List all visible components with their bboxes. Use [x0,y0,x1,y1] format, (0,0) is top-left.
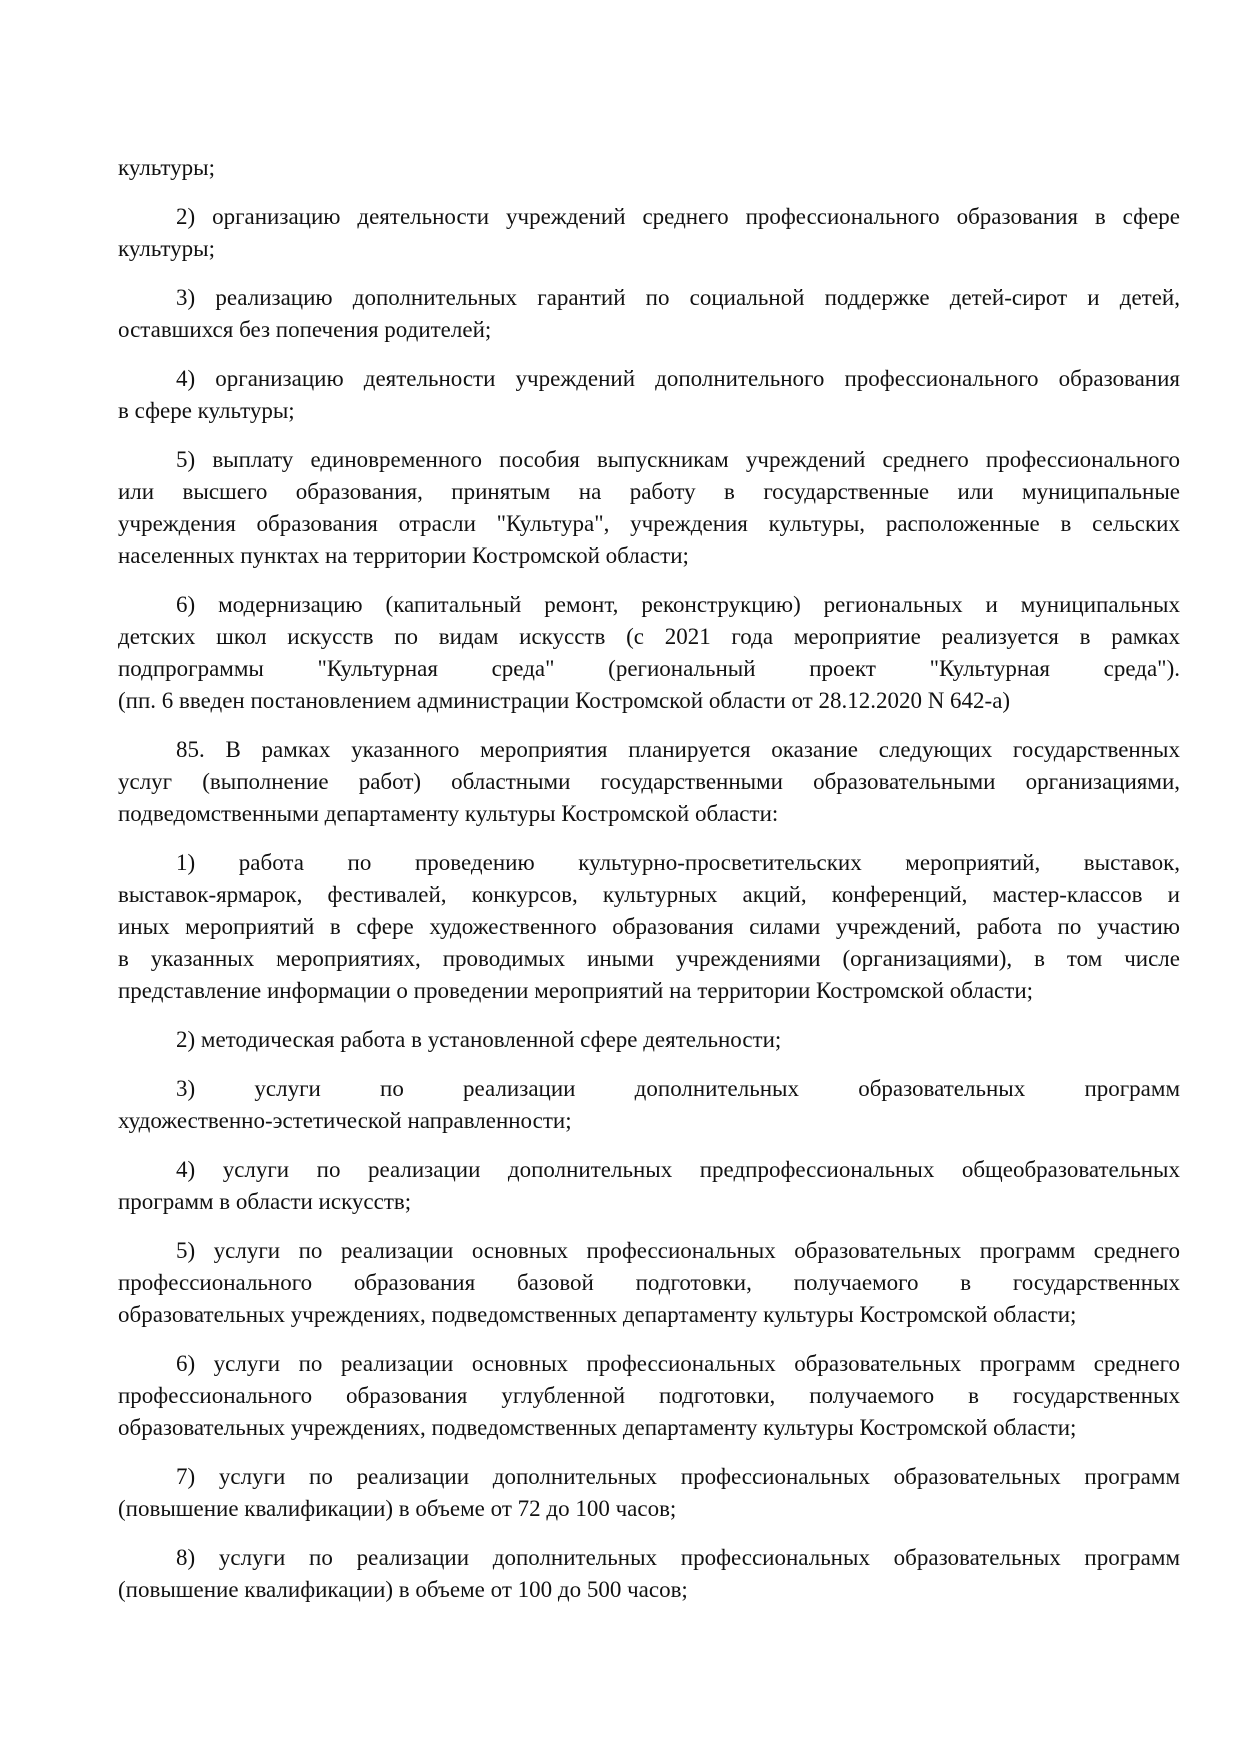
text-line: выставок-ярмарок, фестивалей, конкурсов, культурных акций, конференций, мастер-классов и [118,882,1180,907]
text-line: культуры; [118,236,216,261]
text-line: 6) модернизацию (капитальный ремонт, реконструкцию) региональных и муниципальных [176,592,1180,617]
text-line: детских школ искусств по видам искусств (с 2021 года мероприятие реализуется в рамках [118,624,1180,649]
text-line: услуг (выполнение работ) областными государственными образовательными организациями, [118,769,1180,794]
text-line: 3) реализацию дополнительных гарантий по социальной поддержке детей-сирот и детей, [176,285,1180,310]
text-line: в указанных мероприятиях, проводимых иными учреждениями (организациями), в том числе [118,946,1180,971]
text-line: 2) методическая работа в установленной сфере деятельности; [176,1027,782,1052]
paragraph [118,444,1180,572]
paragraph [118,1154,1180,1218]
text-line: 85. В рамках указанного мероприятия планируется оказание следующих государственных [176,737,1180,762]
text-line: учреждения образования отрасли "Культура", учреждения культуры, расположенные в сельских [118,511,1180,536]
text-line: населенных пунктах на территории Костромской области; [118,543,689,568]
paragraph [118,1073,1180,1137]
text-line: художественно-эстетической направленности; [118,1108,572,1133]
text-line: 4) организацию деятельности учреждений дополнительного профессионального образования [176,366,1180,391]
text-line: профессионального образования углубленной подготовки, получаемого в государственных [118,1383,1180,1408]
paragraph [118,1235,1180,1331]
text-line: программ в области искусств; [118,1189,412,1214]
paragraph [118,1461,1180,1525]
text-line: оставшихся без попечения родителей; [118,317,492,342]
paragraph [118,589,1180,717]
text-line: 2) организацию деятельности учреждений среднего профессионального образования в сфере [176,204,1180,229]
text-line: (повышение квалификации) в объеме от 72 до 100 часов; [118,1496,677,1521]
text-line: представление информации о проведении мероприятий на территории Костромской области; [118,978,1034,1003]
text-line: 6) услуги по реализации основных профессиональных образовательных программ среднего [176,1351,1180,1376]
text-line: подпрограммы "Культурная среда" (региональный проект "Культурная среда"). [118,656,1180,681]
text-line: 5) выплату единовременного пособия выпускникам учреждений среднего профессионального [176,447,1180,472]
text-line: (повышение квалификации) в объеме от 100 до 500 часов; [118,1577,688,1602]
text-line: иных мероприятий в сфере художественного образования силами учреждений, работа по участию [118,914,1180,939]
text-line: профессионального образования базовой подготовки, получаемого в государственных [118,1270,1180,1295]
paragraph [118,1024,1180,1056]
text-line: 4) услуги по реализации дополнительных предпрофессиональных общеобразовательных [176,1157,1180,1182]
text-line: 5) услуги по реализации основных профессиональных образовательных программ среднего [176,1238,1180,1263]
paragraph [118,282,1180,346]
text-line: культуры; [118,155,216,180]
text-line: 8) услуги по реализации дополнительных профессиональных образовательных программ [176,1545,1180,1570]
paragraph [118,363,1180,427]
text-line: (пп. 6 введен постановлением администрации Костромской области от 28.12.2020 N 642-а) [118,688,1011,713]
paragraph [118,734,1180,830]
paragraph [118,152,1180,184]
paragraph [118,1542,1180,1606]
document-page [118,152,1180,1623]
paragraph [118,201,1180,265]
text-line: в сфере культуры; [118,398,295,423]
text-line: 7) услуги по реализации дополнительных профессиональных образовательных программ [176,1464,1180,1489]
paragraph [118,847,1180,1007]
text-line: 3) услуги по реализации дополнительных образовательных программ [176,1076,1180,1101]
text-line: 1) работа по проведению культурно-просветительских мероприятий, выставок, [176,850,1180,875]
text-line: или высшего образования, принятым на работу в государственные или муниципальные [118,479,1180,504]
text-line: подведомственными департаменту культуры Костромской области: [118,801,779,826]
paragraph [118,1348,1180,1444]
text-line: образовательных учреждениях, подведомственных департаменту культуры Костромской области; [118,1415,1077,1440]
text-line: образовательных учреждениях, подведомственных департаменту культуры Костромской области; [118,1302,1077,1327]
